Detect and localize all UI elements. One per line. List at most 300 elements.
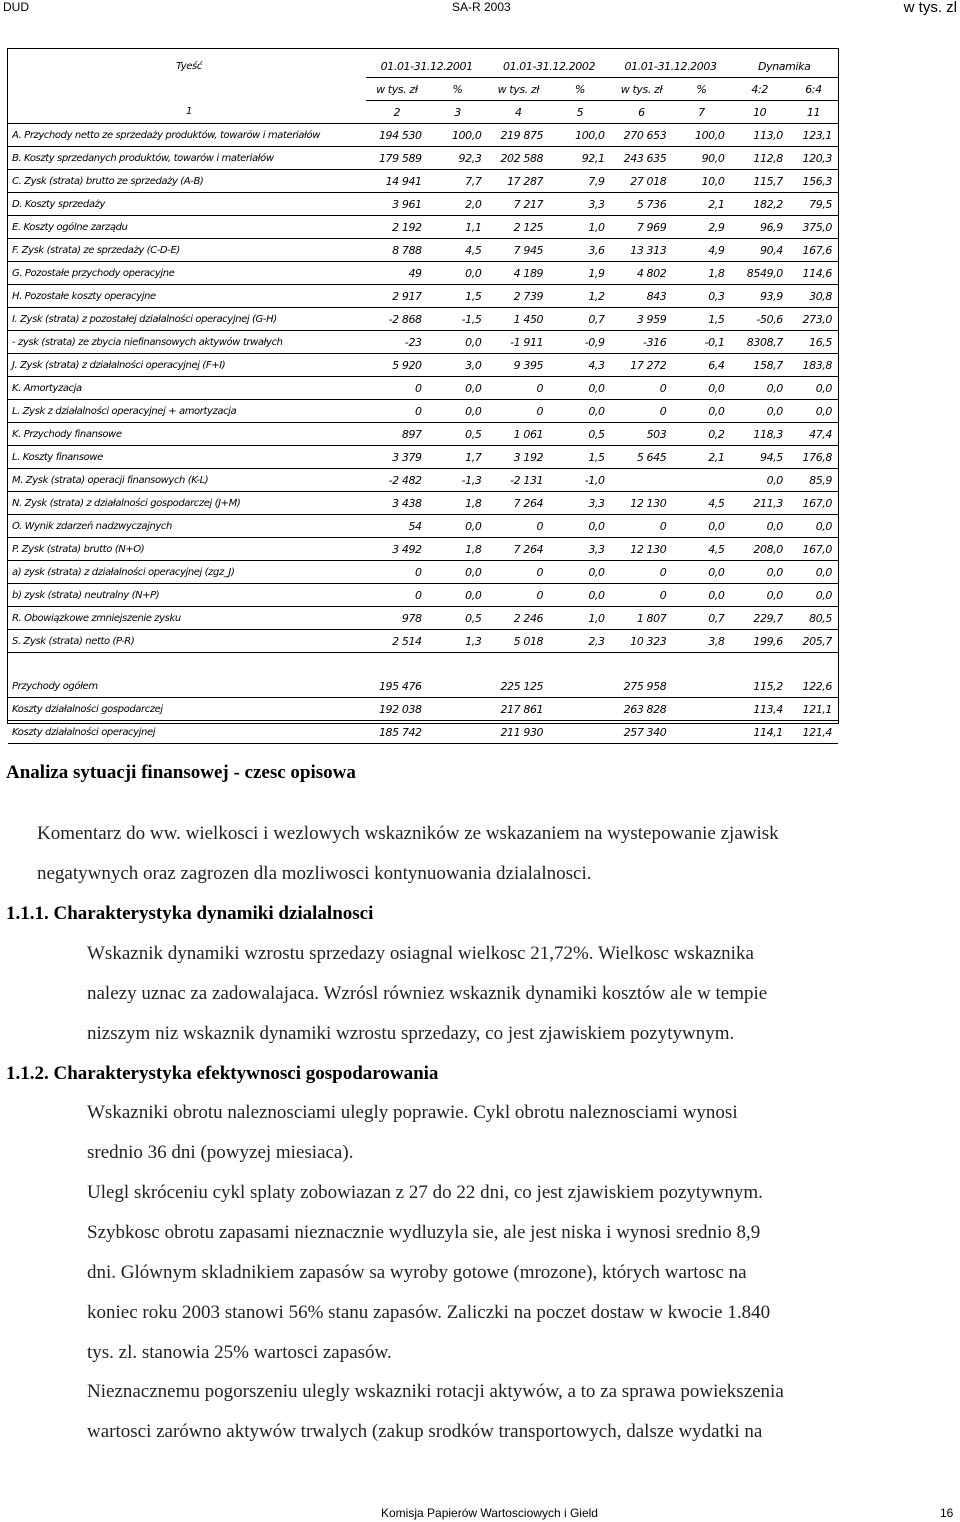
row-value: 7 945 <box>487 239 549 262</box>
row-value: 93,9 <box>730 285 788 308</box>
row-value: 5 018 <box>487 630 549 653</box>
row-value: 3,0 <box>428 354 488 377</box>
row-value: 2 246 <box>487 607 549 630</box>
row-value: 2 917 <box>366 285 428 308</box>
row-value: 156,3 <box>789 170 838 193</box>
row-value: -1 911 <box>487 331 549 354</box>
row-value: 90,0 <box>672 147 730 170</box>
row-value: 0,0 <box>428 515 488 538</box>
row-value: 229,7 <box>730 607 788 630</box>
row-value: 3,3 <box>549 538 610 561</box>
table-gap <box>8 653 838 676</box>
row-label: a) zysk (strata) z działalności operacyjnej (zgz_J) <box>8 561 366 584</box>
header-left: DUD <box>3 0 29 14</box>
row-value: 2,0 <box>428 193 488 216</box>
row-value: 13 313 <box>611 239 673 262</box>
gap-cell <box>8 653 838 676</box>
row-value: 10,0 <box>672 170 730 193</box>
row-value: 1,5 <box>672 308 730 331</box>
row-label: A. Przychody netto ze sprzedaży produktów, towarów i materiałów <box>8 124 366 147</box>
row-value: 2,3 <box>549 630 610 653</box>
row-label: F. Zysk (strata) ze sprzedaży (C-D-E) <box>8 239 366 262</box>
row-value: 1 061 <box>487 423 549 446</box>
unit-header: 4:2 <box>730 78 788 101</box>
row-label: Przychody ogółem <box>8 675 366 698</box>
table-row <box>8 147 838 170</box>
row-label: L. Koszty finansowe <box>8 446 366 469</box>
s2-heading: 1.1.2. Charakterystyka efektywnosci gospodarowania <box>6 1063 439 1084</box>
unit-header: w tys. zł <box>487 78 549 101</box>
row-value: 0,0 <box>549 377 610 400</box>
row-value: 0,0 <box>672 515 730 538</box>
column-number: 5 <box>549 101 610 124</box>
table-row <box>8 262 838 285</box>
row-value: 1,9 <box>549 262 610 285</box>
row-value: 263 828 <box>611 698 673 721</box>
row-value: 118,3 <box>730 423 788 446</box>
row-label: C. Zysk (strata) brutto ze sprzedaży (A-B) <box>8 170 366 193</box>
row-value: 3,8 <box>672 630 730 653</box>
table-row <box>8 423 838 446</box>
row-value: 1,7 <box>428 446 488 469</box>
row-value: 0,0 <box>789 584 838 607</box>
row-value: 122,6 <box>789 675 838 698</box>
row-value: 8 788 <box>366 239 428 262</box>
row-value: -2 868 <box>366 308 428 331</box>
row-value: 0,0 <box>549 584 610 607</box>
row-value: 195 476 <box>366 675 428 698</box>
s2-line-1: Wskazniki obrotu naleznosciami ulegly poprawie. Cykl obrotu naleznosciami wynosi <box>87 1102 738 1123</box>
row-value: 5 920 <box>366 354 428 377</box>
row-value: 12 130 <box>611 538 673 561</box>
row-value: 0,0 <box>789 377 838 400</box>
row-value: 9 395 <box>487 354 549 377</box>
table-row <box>8 446 838 469</box>
footer-center: Komisja Papierów Wartosciowych i Gield <box>381 1506 598 1520</box>
row-value: 4,9 <box>672 239 730 262</box>
row-value: 113,0 <box>730 124 788 147</box>
row-label: M. Zysk (strata) operacji finansowych (K-L) <box>8 469 366 492</box>
s2-line-5: dni. Glównym skladnikiem zapasów sa wyroby gotowe (mrozone), których wartosc na <box>87 1262 747 1283</box>
row-value: 2 125 <box>487 216 549 239</box>
row-value: 85,9 <box>789 469 838 492</box>
period-header: 01.01-31.12.2001 <box>366 55 488 78</box>
row-value: 843 <box>611 285 673 308</box>
table-row <box>8 538 838 561</box>
row-value: 0,0 <box>549 515 610 538</box>
row-value: 205,7 <box>789 630 838 653</box>
row-value: 80,5 <box>789 607 838 630</box>
row-value: 219 875 <box>487 124 549 147</box>
row-value <box>428 698 488 721</box>
unit-header: % <box>672 78 730 101</box>
row-value: 113,4 <box>730 698 788 721</box>
row-value: -2 131 <box>487 469 549 492</box>
table-row <box>8 492 838 515</box>
row-value: 17 287 <box>487 170 549 193</box>
row-value: 199,6 <box>730 630 788 653</box>
row-value: 100,0 <box>549 124 610 147</box>
row-value <box>428 675 488 698</box>
row-label: K. Amortyzacja <box>8 377 366 400</box>
row-value: 0,7 <box>672 607 730 630</box>
row-value: 167,6 <box>789 239 838 262</box>
row-value: 1,8 <box>428 492 488 515</box>
row-value: 183,8 <box>789 354 838 377</box>
row-value: 96,9 <box>730 216 788 239</box>
row-value: 12 130 <box>611 492 673 515</box>
row-value: 1 807 <box>611 607 673 630</box>
column-number: 7 <box>672 101 730 124</box>
row-value: 2 739 <box>487 285 549 308</box>
row-value: 375,0 <box>789 216 838 239</box>
row-value: 4,5 <box>672 492 730 515</box>
row-label: L. Zysk z działalności operacyjnej + amortyzacja <box>8 400 366 423</box>
row-value: 4,3 <box>549 354 610 377</box>
row-value: 243 635 <box>611 147 673 170</box>
row-value: 3,3 <box>549 492 610 515</box>
row-value <box>549 721 610 744</box>
row-value <box>672 469 730 492</box>
table-row <box>8 354 838 377</box>
row-value: 0 <box>366 400 428 423</box>
table-row <box>8 675 838 698</box>
row-value: 2,9 <box>672 216 730 239</box>
row-value: 211 930 <box>487 721 549 744</box>
row-value: 0,3 <box>672 285 730 308</box>
row-value: 3 492 <box>366 538 428 561</box>
row-label: D. Koszty sprzedaży <box>8 193 366 216</box>
row-value: 92,1 <box>549 147 610 170</box>
row-value: 0 <box>487 400 549 423</box>
column-number: 3 <box>428 101 488 124</box>
row-value: -0,1 <box>672 331 730 354</box>
row-value: 3 961 <box>366 193 428 216</box>
row-value: 8308,7 <box>730 331 788 354</box>
table-row <box>8 561 838 584</box>
row-value: 0,0 <box>730 584 788 607</box>
row-value: 0 <box>487 561 549 584</box>
row-value: 0,0 <box>672 400 730 423</box>
row-value: 1 450 <box>487 308 549 331</box>
row-value: 4,5 <box>672 538 730 561</box>
row-value: 4,5 <box>428 239 488 262</box>
row-value: 211,3 <box>730 492 788 515</box>
units-spacer <box>8 78 366 101</box>
row-value: 1,5 <box>549 446 610 469</box>
row-value: 2 514 <box>366 630 428 653</box>
row-value: 194 530 <box>366 124 428 147</box>
row-value: -316 <box>611 331 673 354</box>
s2-line-8: Nieznacznemu pogorszeniu ulegly wskazniki rotacji aktywów, a to za sprawa powiekszenia <box>87 1381 784 1402</box>
s2-line-7: tys. zl. stanowia 25% wartosci zapasów. <box>87 1342 392 1363</box>
row-value: 0,5 <box>549 423 610 446</box>
row-label: - zysk (strata) ze zbycia niefinansowych aktywów trwałych <box>8 331 366 354</box>
table-row <box>8 698 838 721</box>
s2-line-6: koniec roku 2003 stanowi 56% stanu zapasów. Zaliczki na poczet dostaw w kwocie 1.840 <box>87 1302 771 1323</box>
intro-line-1: Komentarz do ww. wielkosci i wezlowych wskazników ze wskazaniem na wystepowanie zjawisk <box>37 823 779 844</box>
header-center: SA-R 2003 <box>452 0 511 14</box>
row-value: -1,3 <box>428 469 488 492</box>
s1-line-3: nizszym niz wskaznik dynamiki wzrostu sprzedazy, co jest zjawiskiem pozytywnym. <box>87 1023 735 1044</box>
row-value: -50,6 <box>730 308 788 331</box>
row-value: 14 941 <box>366 170 428 193</box>
column-number: 2 <box>366 101 428 124</box>
row-value: 7,7 <box>428 170 488 193</box>
row-value: 0,0 <box>730 469 788 492</box>
row-value: 158,7 <box>730 354 788 377</box>
header-right: w tys. zl <box>903 0 957 16</box>
row-value: 0,5 <box>428 607 488 630</box>
row-value: 1,2 <box>549 285 610 308</box>
row-label: Koszty działalności operacyjnej <box>8 721 366 744</box>
row-label: G. Pozostałe przychody operacyjne <box>8 262 366 285</box>
row-value: 0,0 <box>428 377 488 400</box>
row-value: 0,7 <box>549 308 610 331</box>
s1-line-1: Wskaznik dynamiki wzrostu sprzedazy osiagnal wielkosc 21,72%. Wielkosc wskaznika <box>87 943 754 964</box>
row-value: 0,0 <box>789 400 838 423</box>
row-value: 7 264 <box>487 492 549 515</box>
row-value: 49 <box>366 262 428 285</box>
s2-line-3: Ulegl skróceniu cykl splaty zobowiazan z 27 do 22 dni, co jest zjawiskiem pozytywnym. <box>87 1182 763 1203</box>
row-value: 115,2 <box>730 675 788 698</box>
row-value <box>549 675 610 698</box>
row-value: 192 038 <box>366 698 428 721</box>
row-value: 92,3 <box>428 147 488 170</box>
row-value: 167,0 <box>789 538 838 561</box>
row-value: 8549,0 <box>730 262 788 285</box>
table-title: Tyeść <box>175 60 202 72</box>
unit-header: % <box>549 78 610 101</box>
row-value: 7 217 <box>487 193 549 216</box>
row-value: 94,5 <box>730 446 788 469</box>
row-label: b) zysk (strata) neutralny (N+P) <box>8 584 366 607</box>
row-value: 167,0 <box>789 492 838 515</box>
row-value: 0,5 <box>428 423 488 446</box>
row-value: 1,8 <box>428 538 488 561</box>
row-value: 10 323 <box>611 630 673 653</box>
row-value: 503 <box>611 423 673 446</box>
column-number: 11 <box>789 101 838 124</box>
row-value: 0 <box>366 377 428 400</box>
row-value: 217 861 <box>487 698 549 721</box>
table-row <box>8 515 838 538</box>
row-label: H. Pozostałe koszty operacyjne <box>8 285 366 308</box>
table-row <box>8 630 838 653</box>
row-value: 1,0 <box>549 216 610 239</box>
row-value <box>549 698 610 721</box>
row-value: 0,0 <box>549 561 610 584</box>
row-value: 4 802 <box>611 262 673 285</box>
row-value: 0,0 <box>428 400 488 423</box>
row-value: 0,0 <box>672 377 730 400</box>
row-value: 3 959 <box>611 308 673 331</box>
row-value: 3 438 <box>366 492 428 515</box>
intro-line-2: negatywnych oraz zagrozen dla mozliwosci kontynuowania dzialalnosci. <box>37 863 592 884</box>
row-value: 0,0 <box>730 377 788 400</box>
row-value: 7 969 <box>611 216 673 239</box>
row-value: 257 340 <box>611 721 673 744</box>
row-value: 0 <box>487 584 549 607</box>
row-value: 0,0 <box>789 561 838 584</box>
row-value: 0,0 <box>672 584 730 607</box>
table-row <box>8 239 838 262</box>
unit-header: % <box>428 78 488 101</box>
row-value: 202 588 <box>487 147 549 170</box>
table-row <box>8 607 838 630</box>
s1-line-2: nalezy uznac za zadowalajaca. Wzrósl równiez wskaznik dynamiki kosztów ale w tempie <box>87 983 768 1004</box>
row-value: 100,0 <box>428 124 488 147</box>
row-value: 1,3 <box>428 630 488 653</box>
row-value: 2,1 <box>672 446 730 469</box>
table-header-units <box>8 78 838 101</box>
row-value: 121,1 <box>789 698 838 721</box>
row-value: 0 <box>366 584 428 607</box>
row-value: 0,0 <box>428 331 488 354</box>
row-value: 0,0 <box>789 515 838 538</box>
row-value: 121,4 <box>789 721 838 744</box>
row-value: 6,4 <box>672 354 730 377</box>
row-value <box>672 675 730 698</box>
table-row <box>8 308 838 331</box>
column-number: 6 <box>611 101 673 124</box>
row-value: 897 <box>366 423 428 446</box>
row-value: -0,9 <box>549 331 610 354</box>
row-value: 3,6 <box>549 239 610 262</box>
column-number: 4 <box>487 101 549 124</box>
row-value: 120,3 <box>789 147 838 170</box>
row-value: 225 125 <box>487 675 549 698</box>
row-label: B. Koszty sprzedanych produktów, towarów i materiałów <box>8 147 366 170</box>
row-value: 0 <box>366 561 428 584</box>
row-value: 4 189 <box>487 262 549 285</box>
row-value: 0,0 <box>730 515 788 538</box>
row-value: 208,0 <box>730 538 788 561</box>
row-value: 7 264 <box>487 538 549 561</box>
row-value: 0,0 <box>730 561 788 584</box>
row-label: R. Obowiązkowe zmniejszenie zysku <box>8 607 366 630</box>
table-header-periods <box>8 55 838 78</box>
row-label: S. Zysk (strata) netto (P-R) <box>8 630 366 653</box>
s2-line-9: wartosci zarówno aktywów trwalych (zakup srodków transportowych, dalsze wydatki na <box>87 1421 763 1442</box>
row-value: 179 589 <box>366 147 428 170</box>
table-row <box>8 216 838 239</box>
table-row <box>8 584 838 607</box>
row-value: 2,1 <box>672 193 730 216</box>
row-label: J. Zysk (strata) z działalności operacyjnej (F+I) <box>8 354 366 377</box>
unit-header: w tys. zł <box>366 78 428 101</box>
row-value <box>611 469 673 492</box>
row-value: 5 736 <box>611 193 673 216</box>
footer-page-number: 16 <box>940 1506 954 1520</box>
row-value: 30,8 <box>789 285 838 308</box>
table-row <box>8 285 838 308</box>
row-value: 1,8 <box>672 262 730 285</box>
row-value: 0,0 <box>549 400 610 423</box>
row-value: 112,8 <box>730 147 788 170</box>
row-value: 0 <box>611 400 673 423</box>
row-value: -2 482 <box>366 469 428 492</box>
row-value: 270 653 <box>611 124 673 147</box>
row-value <box>672 721 730 744</box>
row-value: 1,5 <box>428 285 488 308</box>
row-value: 0,0 <box>428 262 488 285</box>
row-value: 27 018 <box>611 170 673 193</box>
row-label: E. Koszty ogólne zarządu <box>8 216 366 239</box>
table-row <box>8 124 838 147</box>
row-label: O. Wynik zdarzeń nadzwyczajnych <box>8 515 366 538</box>
table-row <box>8 721 838 744</box>
row-value: 0,2 <box>672 423 730 446</box>
row-value: -1,0 <box>549 469 610 492</box>
table-row <box>8 469 838 492</box>
row-value: 0 <box>611 377 673 400</box>
row-value: 79,5 <box>789 193 838 216</box>
row-value: -1,5 <box>428 308 488 331</box>
row-value: 3,3 <box>549 193 610 216</box>
row-value: 0 <box>487 377 549 400</box>
row-value: 114,6 <box>789 262 838 285</box>
row-label: I. Zysk (strata) z pozostałej działalności operacyjnej (G-H) <box>8 308 366 331</box>
row-label: K. Przychody finansowe <box>8 423 366 446</box>
row-value: 1,0 <box>549 607 610 630</box>
row-value: 47,4 <box>789 423 838 446</box>
row-value: 0,0 <box>428 584 488 607</box>
s2-line-4: Szybkosc obrotu zapasami nieznacznie wydluzyla sie, ale jest niska i wynosi srednio 8,9 <box>87 1222 761 1243</box>
row-value: 275 958 <box>611 675 673 698</box>
row-value: 176,8 <box>789 446 838 469</box>
row-value: 0 <box>487 515 549 538</box>
row-value: 0,0 <box>672 561 730 584</box>
row-value: 54 <box>366 515 428 538</box>
table-row <box>8 331 838 354</box>
row-value: 273,0 <box>789 308 838 331</box>
row-value: 115,7 <box>730 170 788 193</box>
financial-table-frame <box>7 48 839 739</box>
row-value: 0 <box>611 584 673 607</box>
unit-header: 6:4 <box>789 78 838 101</box>
period-header: Dynamika <box>730 55 838 78</box>
row-value: 0,0 <box>730 400 788 423</box>
row-value: 3 379 <box>366 446 428 469</box>
row-value: 182,2 <box>730 193 788 216</box>
row-value: 16,5 <box>789 331 838 354</box>
table-row <box>8 170 838 193</box>
row-value: 1,1 <box>428 216 488 239</box>
table-row <box>8 377 838 400</box>
row-value: -23 <box>366 331 428 354</box>
s1-heading: 1.1.1. Charakterystyka dynamiki dzialalnosci <box>6 903 374 924</box>
row-label: Koszty działalności gospodarczej <box>8 698 366 721</box>
period-header: 01.01-31.12.2002 <box>487 55 610 78</box>
column-number: 10 <box>730 101 788 124</box>
row-value <box>672 698 730 721</box>
row-value: 17 272 <box>611 354 673 377</box>
row-value <box>428 721 488 744</box>
row-value: 978 <box>366 607 428 630</box>
table-row <box>8 193 838 216</box>
row-value: 185 742 <box>366 721 428 744</box>
row-value: 0,0 <box>428 561 488 584</box>
table-row <box>8 400 838 423</box>
column-number: 1 <box>8 101 366 124</box>
row-value: 3 192 <box>487 446 549 469</box>
row-value: 0 <box>611 561 673 584</box>
section-title: Analiza sytuacji finansowej - czesc opisowa <box>6 762 356 783</box>
s2-line-2: srednio 36 dni (powyzej miesiaca). <box>87 1142 354 1163</box>
table-header-colnums <box>8 101 838 124</box>
row-value: 7,9 <box>549 170 610 193</box>
